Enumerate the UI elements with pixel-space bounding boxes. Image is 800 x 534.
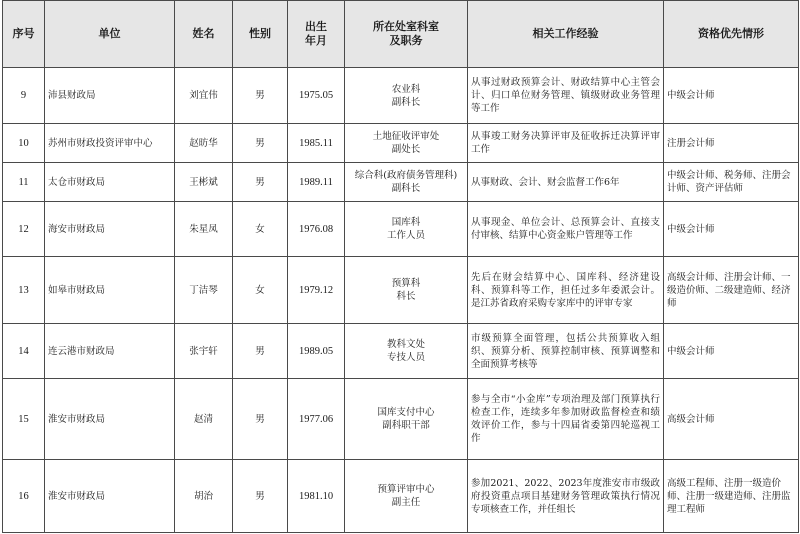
cell-unit: 淮安市财政局 bbox=[45, 460, 175, 533]
cell-gender: 男 bbox=[233, 324, 288, 379]
cell-birth: 1976.08 bbox=[288, 202, 345, 257]
table-row bbox=[3, 68, 799, 124]
table-row bbox=[3, 124, 799, 163]
cell-qualification: 中级会计师 bbox=[664, 202, 799, 257]
cell-name: 丁洁琴 bbox=[175, 257, 233, 324]
cell-name: 朱星凤 bbox=[175, 202, 233, 257]
cell-no: 11 bbox=[3, 163, 45, 202]
cell-gender: 男 bbox=[233, 379, 288, 460]
cell-qualification: 注册会计师 bbox=[664, 124, 799, 163]
cell-position: 农业科 副科长 bbox=[345, 68, 468, 124]
header-experience: 相关工作经验 bbox=[468, 1, 664, 68]
cell-qualification: 高级会计师 bbox=[664, 379, 799, 460]
cell-name: 赵清 bbox=[175, 379, 233, 460]
cell-position: 预算评审中心 副主任 bbox=[345, 460, 468, 533]
cell-birth: 1989.05 bbox=[288, 324, 345, 379]
personnel-table bbox=[2, 0, 799, 533]
table-row bbox=[3, 460, 799, 533]
header-no: 序号 bbox=[3, 1, 45, 68]
cell-unit: 苏州市财政投资评审中心 bbox=[45, 124, 175, 163]
cell-no: 12 bbox=[3, 202, 45, 257]
cell-gender: 女 bbox=[233, 202, 288, 257]
cell-name: 王彬斌 bbox=[175, 163, 233, 202]
cell-experience: 参与全市“小金库”专项治理及部门预算执行检查工作，连续多年参加财政监督检查和绩效评价工作，参与十四届省委第四轮巡视工作 bbox=[468, 379, 664, 460]
cell-no: 14 bbox=[3, 324, 45, 379]
cell-unit: 如皋市财政局 bbox=[45, 257, 175, 324]
cell-name: 胡治 bbox=[175, 460, 233, 533]
cell-experience: 从事过财政预算会计、财政结算中心主管会计、归口单位财务管理、镇级财政业务管理等工作 bbox=[468, 68, 664, 124]
cell-unit: 淮安市财政局 bbox=[45, 379, 175, 460]
header-qualification: 资格优先情形 bbox=[664, 1, 799, 68]
cell-gender: 男 bbox=[233, 460, 288, 533]
header-position: 所在处室科室 及职务 bbox=[345, 1, 468, 68]
cell-gender: 男 bbox=[233, 163, 288, 202]
cell-gender: 男 bbox=[233, 124, 288, 163]
cell-position: 国库科 工作人员 bbox=[345, 202, 468, 257]
cell-position: 综合科(政府债务管理科) 副科长 bbox=[345, 163, 468, 202]
cell-no: 15 bbox=[3, 379, 45, 460]
cell-qualification: 中级会计师、税务师、注册会计师、资产评估师 bbox=[664, 163, 799, 202]
cell-no: 13 bbox=[3, 257, 45, 324]
cell-position: 教科文处 专技人员 bbox=[345, 324, 468, 379]
table-row bbox=[3, 202, 799, 257]
table-row bbox=[3, 163, 799, 202]
cell-position: 预算科 科长 bbox=[345, 257, 468, 324]
cell-experience: 参加2021、2022、2023年度淮安市市级政府投资重点项目基建财务管理政策执行情况专项核查工作，并任组长 bbox=[468, 460, 664, 533]
cell-experience: 从事现金、单位会计、总预算会计、直接支付审核、结算中心资金账户管理等工作 bbox=[468, 202, 664, 257]
table-row bbox=[3, 324, 799, 379]
table-row bbox=[3, 257, 799, 324]
cell-unit: 沛县财政局 bbox=[45, 68, 175, 124]
header-name: 姓名 bbox=[175, 1, 233, 68]
cell-name: 张宇轩 bbox=[175, 324, 233, 379]
cell-experience: 从事竣工财务决算评审及征收拆迁决算评审工作 bbox=[468, 124, 664, 163]
cell-no: 16 bbox=[3, 460, 45, 533]
cell-qualification: 高级工程师、注册一级造价师、注册一级建造师、注册监理工程师 bbox=[664, 460, 799, 533]
cell-unit: 太仓市财政局 bbox=[45, 163, 175, 202]
header-row bbox=[3, 1, 799, 68]
cell-gender: 女 bbox=[233, 257, 288, 324]
cell-name: 赵昉华 bbox=[175, 124, 233, 163]
header-unit: 单位 bbox=[45, 1, 175, 68]
header-birth: 出生 年月 bbox=[288, 1, 345, 68]
cell-birth: 1979.12 bbox=[288, 257, 345, 324]
cell-birth: 1981.10 bbox=[288, 460, 345, 533]
cell-position: 土地征收评审处 副处长 bbox=[345, 124, 468, 163]
cell-position: 国库支付中心 副科职干部 bbox=[345, 379, 468, 460]
cell-qualification: 中级会计师 bbox=[664, 68, 799, 124]
cell-qualification: 高级会计师、注册会计师、一级造价师、二级建造师、经济师 bbox=[664, 257, 799, 324]
header-gender: 性别 bbox=[233, 1, 288, 68]
cell-name: 刘宜伟 bbox=[175, 68, 233, 124]
cell-birth: 1985.11 bbox=[288, 124, 345, 163]
table-row bbox=[3, 379, 799, 460]
cell-birth: 1989.11 bbox=[288, 163, 345, 202]
cell-unit: 连云港市财政局 bbox=[45, 324, 175, 379]
cell-birth: 1975.05 bbox=[288, 68, 345, 124]
cell-experience: 市级预算全面管理，包括公共预算收入组织、预算分析、预算控制审核、预算调整和全面预算考核等 bbox=[468, 324, 664, 379]
cell-birth: 1977.06 bbox=[288, 379, 345, 460]
cell-no: 9 bbox=[3, 68, 45, 124]
cell-experience: 从事财政、会计、财会监督工作6年 bbox=[468, 163, 664, 202]
cell-experience: 先后在财会结算中心、国库科、经济建设科、预算科等工作，担任过多年委派会计。是江苏省政府采购专家库中的评审专家 bbox=[468, 257, 664, 324]
cell-qualification: 中级会计师 bbox=[664, 324, 799, 379]
cell-no: 10 bbox=[3, 124, 45, 163]
cell-gender: 男 bbox=[233, 68, 288, 124]
cell-unit: 海安市财政局 bbox=[45, 202, 175, 257]
